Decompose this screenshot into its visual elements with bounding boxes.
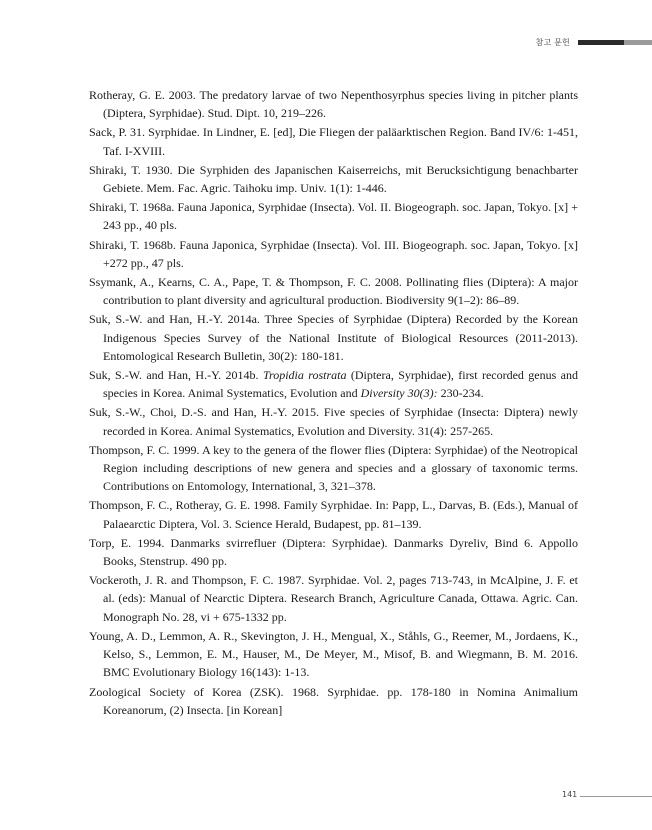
page-header: [536, 36, 652, 48]
reference-text: (Diptera, Syrphidae), first recorded genus and species in Korea. Animal Systematics, Evolution and: [103, 368, 578, 401]
reference-italic-text: Tropidia rostrata: [262, 368, 347, 383]
page-number: 141: [562, 790, 578, 799]
header-bar-gray: [624, 40, 652, 45]
reference-entry: Vockeroth, J. R. and Thompson, F. C. 1987. Syrphidae. Vol. 2, pages 713-743, in McAlpine, J. F. et al. (eds): Manual of Nearctic Diptera. Research Branch, Agriculture Canada, Ottawa. Agric. Can. Monograph No. 28, vi + 675-1332 pp.: [89, 573, 578, 624]
reference-entry: [89, 366, 578, 402]
header-bar-dark: [578, 40, 624, 45]
reference-entry: Rotheray, G. E. 2003. The predatory larvae of two Nepenthosyrphus species living in pitcher plants (Diptera, Syrphidae). Stud. Dipt. 10, 219–226.: [89, 88, 578, 121]
page-footer: [562, 790, 577, 799]
reference-entry: Thompson, F. C. 1999. A key to the genera of the flower flies (Diptera: Syrphidae) of the Neotropical Region including descriptions of new genera and species and a glossary of taxonomic terms. Contributions on Entomology, International, 3, 321–378.: [89, 442, 578, 494]
reference-entry: Young, A. D., Lemmon, A. R., Skevington, J. H., Mengual, X., Ståhls, G., Reemer, M., Jordaens, K., Kelso, S., Lemmon, E. M., Hauser, M., De Meyer, M., Misof, B. and Wiegmann, B. M. 2016. BMC Evolutionary Biology 16(143): 1-13.: [89, 628, 578, 680]
reference-entry: Sack, P. 31. Syrphidae. In Lindner, E. [ed], Die Fliegen der paläarktischen Region. Band IV/6: 1-451, Taf. I-XVIII.: [89, 125, 578, 158]
reference-list: [89, 86, 578, 719]
footer-rule: [580, 796, 652, 797]
reference-entry: Thompson, F. C., Rotheray, G. E. 1998. Family Syrphidae. In: Papp, L., Darvas, B. (Eds.), Manual of Palaearctic Diptera, Vol. 3. Science Herald, Budapest, pp. 81–139.: [89, 498, 578, 531]
section-title: 참고 문헌: [535, 37, 570, 47]
reference-entry: Zoological Society of Korea (ZSK). 1968. Syrphidae. pp. 178-180 in Nomina Animalium Koreanorum, (2) Insecta. [in Korean]: [89, 684, 578, 717]
reference-text: Suk, S.-W. and Han, H.-Y. 2014b.: [89, 368, 263, 383]
reference-entry: Shiraki, T. 1968b. Fauna Japonica, Syrphidae (Insecta). Vol. III. Biogeograph. soc. Japan, Tokyo. [x] +272 pp., 47 pls.: [89, 237, 578, 270]
reference-entry: Torp, E. 1994. Danmarks svirrefluer (Diptera: Syrphidae). Danmarks Dyreliv, Bind 6. Appollo Books, Stenstrup. 490 pp.: [89, 535, 578, 569]
reference-entry: Suk, S.-W. and Han, H.-Y. 2014a. Three Species of Syrphidae (Diptera) Recorded by the Korean Indigenous Species Survey of the National Institute of Biological Resources (2011-2013). Entomological Research Bulletin, 30(2): 180-181.: [89, 312, 578, 363]
reference-entry: Shiraki, T. 1930. Die Syrphiden des Japanischen Kaiserreichs, mit Berucksichtigung benachbarter Gebiete. Mem. Fac. Agric. Taihoku imp. Univ. 1(1): 1-446.: [89, 162, 578, 196]
reference-entry: Ssymank, A., Kearns, C. A., Pape, T. & Thompson, F. C. 2008. Pollinating flies (Diptera): A major contribution to plant diversity and agricultural production. Biodiversity 9(1–2): 86–89.: [89, 275, 578, 308]
reference-text: 230-234.: [437, 386, 484, 401]
reference-entry: Shiraki, T. 1968a. Fauna Japonica, Syrphidae (Insecta). Vol. II. Biogeograph. soc. Japan, Tokyo. [x] + 243 pp., 40 pls.: [89, 200, 578, 233]
reference-entry: Suk, S.-W., Choi, D.-S. and Han, H.-Y. 2015. Five species of Syrphidae (Insecta: Diptera) newly recorded in Korea. Animal Systematics, Evolution and Diversity. 31(4): 257-265.: [89, 405, 578, 438]
reference-italic-text: Diversity 30(3):: [360, 386, 438, 401]
